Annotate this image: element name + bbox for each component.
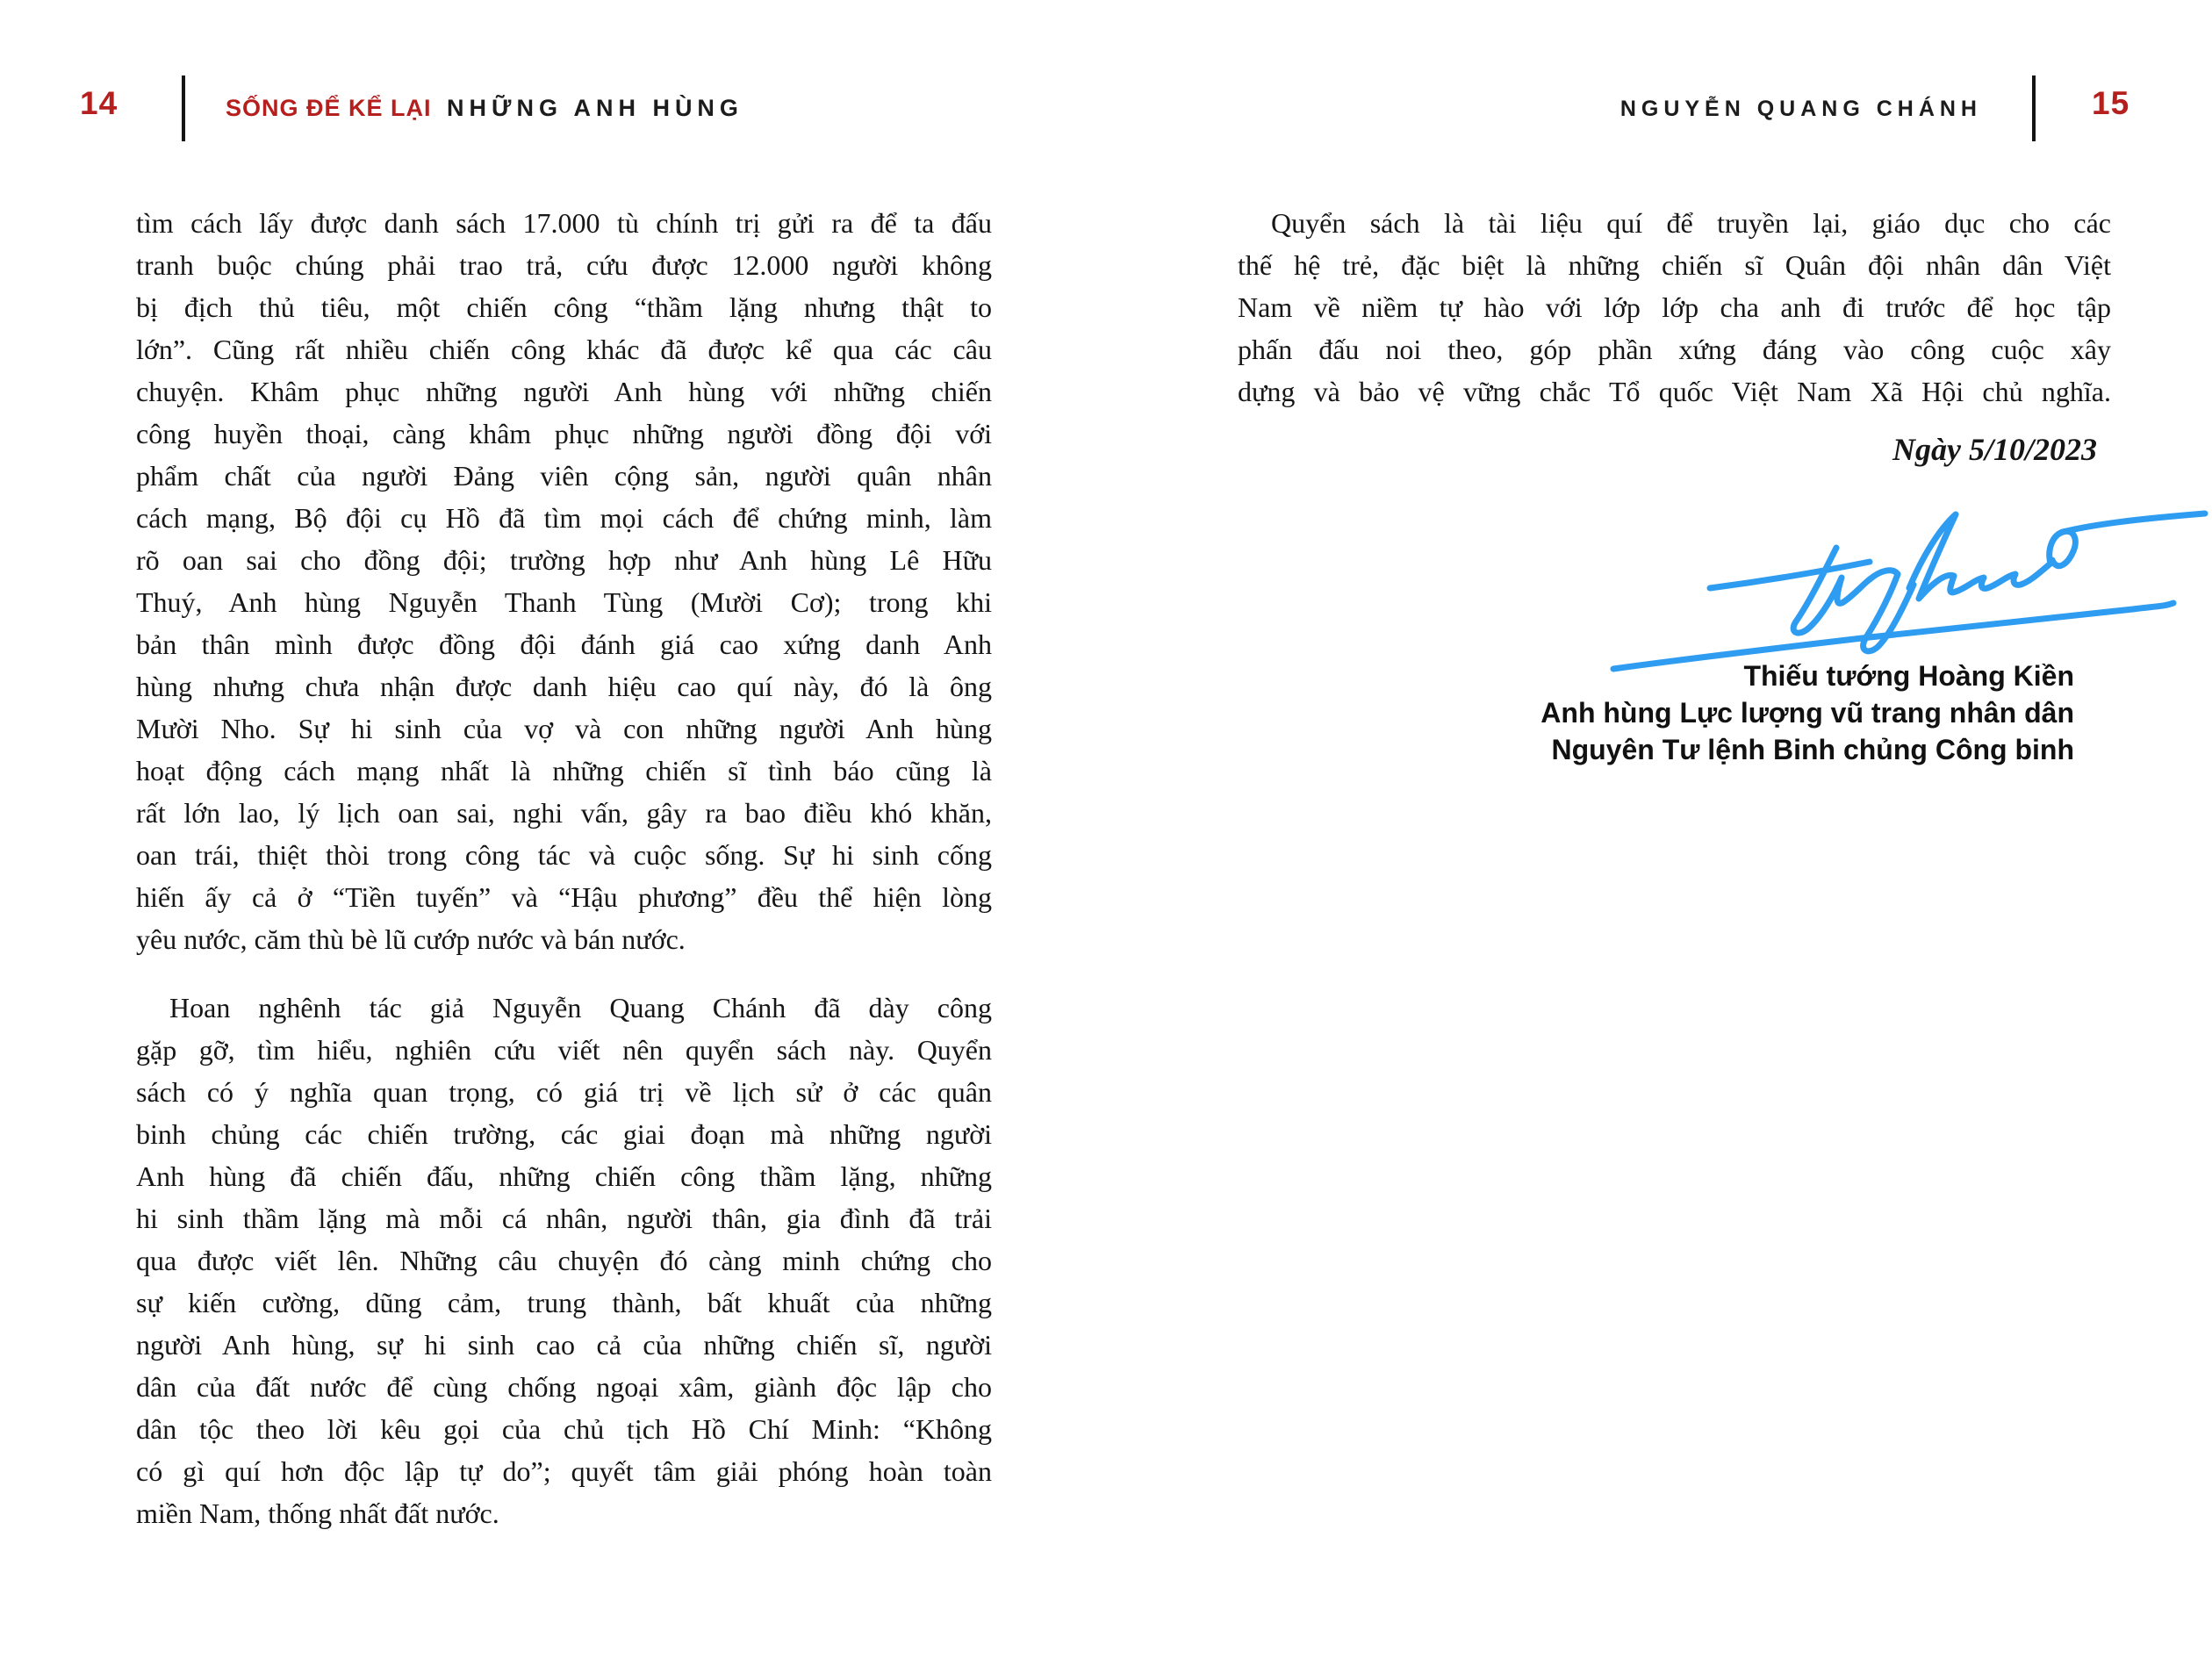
right-header-divider — [2032, 75, 2036, 141]
date-line: Ngày 5/10/2023 — [1892, 432, 2097, 467]
text-line: hi sinh thầm lặng mà mỗi cá nhân, người thân, gia đình đã trải — [136, 1203, 992, 1234]
left-page-text — [136, 202, 992, 1534]
left-header-divider — [182, 75, 185, 141]
text-line: rõ oan sai cho đồng đội; trường hợp như Anh hùng Lê Hữu — [136, 544, 992, 576]
text-line: dân của đất nước để cùng chống ngoại xâm, giành độc lập cho — [136, 1371, 992, 1403]
text-line: oan trái, thiệt thòi trong công tác và cuộc sống. Sự hi sinh cống — [136, 839, 992, 871]
text-line: hùng nhưng chưa nhận được danh hiệu cao quí này, đó là ông — [136, 671, 992, 702]
text-line: công huyền thoại, càng khâm phục những người đồng đội với — [136, 418, 992, 449]
text-line: có gì quí hơn độc lập tự do”; quyết tâm giải phóng hoàn toàn — [136, 1455, 992, 1487]
text-line: qua được viết lên. Những câu chuyện đó càng minh chứng cho — [136, 1245, 992, 1276]
text-line: binh chủng các chiến trường, các giai đoạn mà những người — [136, 1118, 992, 1150]
text-line: cách mạng, Bộ đội cụ Hồ đã tìm mọi cách để chứng minh, làm — [136, 502, 992, 534]
text-line: phấn đấu noi theo, góp phần xứng đáng vào công cuộc xây — [1238, 334, 2111, 365]
sign-line: Anh hùng Lực lượng vũ trang nhân dân — [1540, 697, 2074, 729]
text-line: Thuý, Anh hùng Nguyễn Thanh Tùng (Mười Cơ); trong khi — [136, 586, 992, 618]
signature-icon — [1606, 502, 2212, 678]
text-line: người Anh hùng, sự hi sinh cao cả của những chiến sĩ, người — [136, 1329, 992, 1361]
text-line: tìm cách lấy được danh sách 17.000 tù chính trị gửi ra để ta đấu — [136, 207, 992, 239]
right-page-text — [1238, 202, 2111, 470]
running-title-black: NHỮNG ANH HÙNG — [447, 95, 743, 121]
text-line: Anh hùng đã chiến đấu, những chiến công thầm lặng, những — [136, 1160, 992, 1192]
text-line: rất lớn lao, lý lịch oan sai, nghi vấn, gây ra bao điều khó khăn, — [136, 797, 992, 829]
left-page-number: 14 — [80, 85, 118, 121]
text-line: thế hệ trẻ, đặc biệt là những chiến sĩ Quân đội nhân dân Việt — [1238, 249, 2111, 281]
sign-line: Thiếu tướng Hoàng Kiền — [1743, 660, 2074, 692]
text-line: miền Nam, thống nhất đất nước. — [136, 1497, 499, 1529]
text-line: tranh buộc chúng phải trao trả, cứu được 12.000 người không — [136, 249, 992, 281]
text-line: gặp gỡ, tìm hiểu, nghiên cứu viết nên quyển sách này. Quyển — [136, 1034, 992, 1066]
text-line: yêu nước, căm thù bè lũ cướp nước và bán nước. — [136, 923, 686, 955]
text-line: hoạt động cách mạng nhất là những chiến sĩ tình báo cũng là — [136, 755, 992, 786]
text-line: Nam về niềm tự hào với lớp lớp cha anh đi trước để học tập — [1238, 291, 2111, 323]
text-line: Quyển sách là tài liệu quí để truyền lại, giáo dục cho các — [1271, 207, 2111, 239]
text-line: hiến ấy cả ở “Tiền tuyến” và “Hậu phương” đều thể hiện lòng — [136, 881, 992, 913]
text-line: sách có ý nghĩa quan trọng, có giá trị về lịch sử ở các quân — [136, 1076, 992, 1108]
text-line: bản thân mình được đồng đội đánh giá cao xứng danh Anh — [136, 628, 992, 660]
text-line: sự kiến cường, dũng cảm, trung thành, bất khuất của những — [136, 1287, 992, 1318]
text-line: Mười Nho. Sự hi sinh của vợ và con những người Anh hùng — [136, 713, 992, 744]
text-line: dân tộc theo lời kêu gọi của chủ tịch Hồ Chí Minh: “Không — [136, 1413, 992, 1445]
text-line: Hoan nghênh tác giả Nguyễn Quang Chánh đã dày công — [169, 992, 992, 1023]
text-line: bị địch thủ tiêu, một chiến công “thầm lặng nhưng thật to — [136, 291, 992, 323]
running-title — [226, 95, 743, 121]
running-author: NGUYỄN QUANG CHÁNH — [1620, 97, 1982, 121]
running-title-red: SỐNG ĐỂ KỂ LẠI — [226, 95, 432, 121]
text-line: phẩm chất của người Đảng viên cộng sản, người quân nhân — [136, 460, 992, 492]
text-line: lớn”. Cũng rất nhiều chiến công khác đã được kể qua các câu — [136, 334, 992, 365]
text-line: chuyện. Khâm phục những người Anh hùng với những chiến — [136, 376, 992, 407]
sign-line: Nguyên Tư lệnh Binh chủng Công binh — [1551, 734, 2074, 765]
sign-block — [1238, 657, 2074, 768]
text-line: dựng và bảo vệ vững chắc Tổ quốc Việt Nam Xã Hội chủ nghĩa. — [1238, 376, 2111, 407]
right-page-number: 15 — [2092, 85, 2130, 121]
right-paragraph — [1238, 202, 2111, 413]
